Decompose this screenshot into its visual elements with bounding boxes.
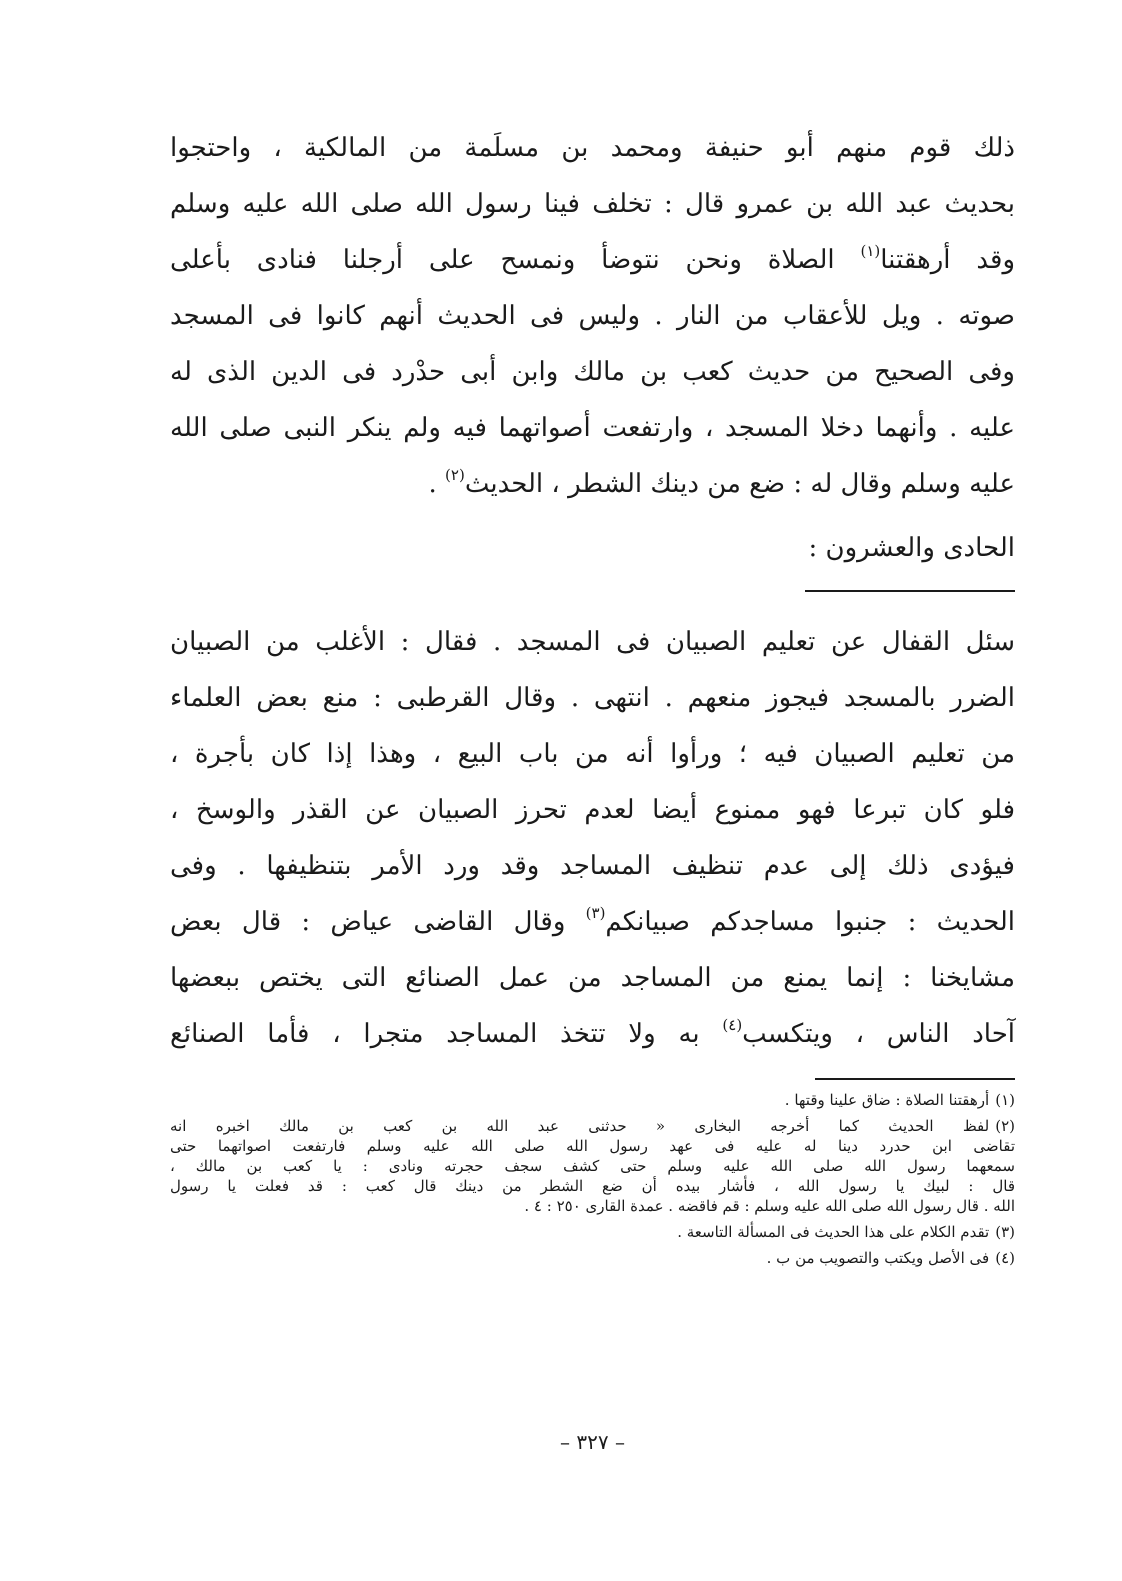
text-line: بحديث عبد الله بن عمرو قال : تخلف فينا رسول الله صلى الله عليه وسلم	[170, 189, 1015, 219]
text-run: .	[428, 469, 446, 499]
text-line: الضرر بالمسجد فيجوز منعهم . انتهى . وقال القرطبى : منع بعض العلماء	[170, 683, 1015, 713]
footnote-line	[170, 1222, 1015, 1242]
text-line	[170, 232, 1015, 288]
footnote-number: (٤)	[995, 1249, 1015, 1267]
footnote-number: (٢)	[995, 1117, 1015, 1135]
footnote-line: قال : لبيك يا رسول الله ، فأشار بيده أن ضع الشطر من دينك قال كعب : قد فعلت يا رسول	[170, 1177, 1015, 1195]
footnote-line: الله . قال رسول الله صلى الله عليه وسلم : قم فاقضه . عمدة القارى ٢٥٠ : ٤ .	[524, 1197, 1015, 1215]
footnote-line	[170, 1116, 1015, 1136]
paragraph-2	[170, 614, 1015, 1062]
footnote-marker[interactable]: (٢)	[445, 466, 465, 484]
text-line: مشايخنا : إنما يمنع من المساجد من عمل الصنائع التى يختص ببعضها	[170, 963, 1015, 993]
footnote-text: فى الأصل ويكتب والتصويب من ب .	[766, 1249, 990, 1267]
text-line: فيؤدى ذلك إلى عدم تنظيف المساجد وقد ورد الأمر بتنظيفها . وفى	[170, 851, 1015, 881]
footnote-4	[170, 1248, 1015, 1268]
footnote-text: تقدم الكلام على هذا الحديث فى المسألة التاسعة .	[677, 1223, 990, 1241]
text-run: به ولا تتخذ المساجد متجرا ، فأما الصنائع	[170, 1019, 723, 1049]
footnote-separator	[815, 1078, 1015, 1080]
footnote-marker[interactable]: (٤)	[722, 1016, 743, 1034]
text-run: عليه وسلم وقال له : ضع من دينك الشطر ، الحديث	[464, 469, 1015, 499]
footnote-marker[interactable]: (٣)	[585, 904, 606, 922]
footnote-line	[170, 1248, 1015, 1268]
text-run: وقال القاضى عياض : قال بعض	[170, 907, 586, 937]
footnote-2	[170, 1116, 1015, 1216]
text-line: فلو كان تبرعا فهو ممنوع أيضا لعدم تحرز الصبيان عن القذر والوسخ ،	[170, 795, 1015, 825]
text-line: صوته . ويل للأعقاب من النار . وليس فى الحديث أنهم كانوا فى المسجد	[170, 301, 1015, 331]
text-line: وفى الصحيح من حديث كعب بن مالك وابن أبى حدْرد فى الدين الذى له	[170, 357, 1015, 387]
text-line	[170, 1006, 1015, 1062]
footnote-number: (٣)	[995, 1223, 1015, 1241]
text-run: الحديث : جنبوا مساجدكم صبيانكم	[605, 907, 1015, 937]
footnote-marker[interactable]: (١)	[860, 242, 881, 260]
text-run: الصلاة ونحن نتوضأ ونمسح على أرجلنا فنادى بأعلى	[170, 245, 861, 275]
text-run: آحاد الناس ، ويتكسب	[742, 1019, 1015, 1049]
title-underline	[805, 590, 1015, 592]
footnote-3	[170, 1222, 1015, 1242]
paragraph-1	[170, 120, 1015, 512]
footnotes	[170, 1090, 1015, 1268]
footnote-number: (١)	[995, 1091, 1015, 1109]
footnote-line: تقاضى ابن حدرد دينا له عليه فى عهد رسول الله صلى الله عليه وسلم فارتفعت اصواتهما حتى	[170, 1137, 1015, 1155]
text-line	[170, 456, 1015, 512]
text-line	[170, 894, 1015, 950]
text-line: عليه . وأنهما دخلا المسجد ، وارتفعت أصواتهما فيه ولم ينكر النبى صلى الله	[170, 413, 1015, 443]
footnote-text: أرهقتنا الصلاة : ضاق علينا وقتها .	[784, 1091, 990, 1109]
page-number: – ٣٢٧ –	[560, 1430, 625, 1454]
section-title: الحادى والعشرون :	[808, 533, 1015, 563]
footnote-text: لفظ الحديث كما أخرجه البخارى « حدثنى عبد الله بن كعب بن مالك اخبره انه	[170, 1117, 990, 1135]
text-run: وقد أرهقتنا	[880, 245, 1015, 275]
text-line: ذلك قوم منهم أبو حنيفة ومحمد بن مسلَمة من المالكية ، واحتجوا	[170, 133, 1015, 163]
text-line: سئل القفال عن تعليم الصبيان فى المسجد . فقال : الأغلب من الصبيان	[170, 627, 1015, 657]
text-line: من تعليم الصبيان فيه ؛ ورأوا أنه من باب البيع ، وهذا إذا كان بأجرة ،	[170, 739, 1015, 769]
document-page	[170, 120, 1015, 1520]
footnote-line	[170, 1090, 1015, 1110]
footnote-line: سمعهما رسول الله صلى الله عليه وسلم حتى كشف سجف حجرته ونادى : يا كعب بن مالك ،	[170, 1157, 1015, 1175]
footnote-1	[170, 1090, 1015, 1110]
